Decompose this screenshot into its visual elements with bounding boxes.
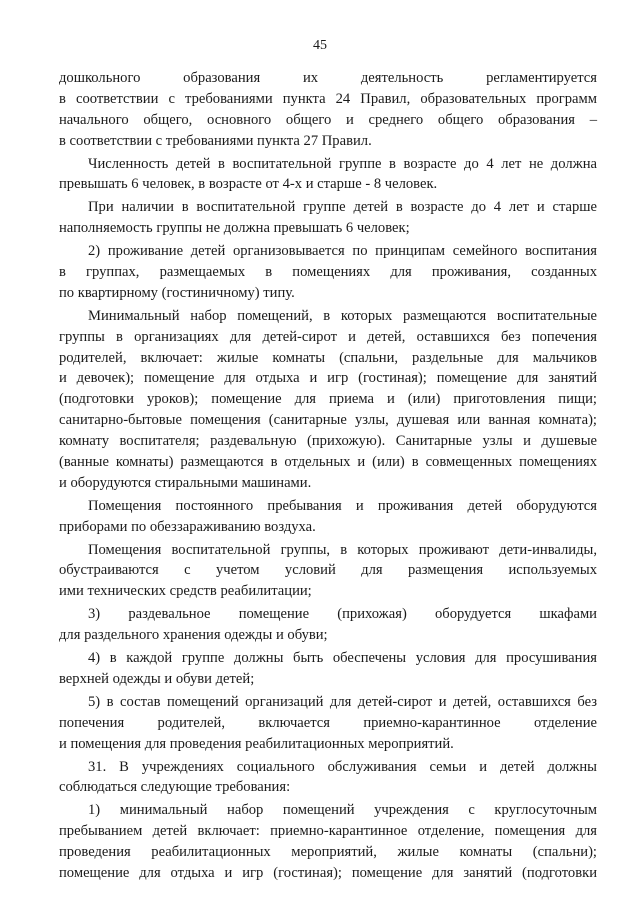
text-line: приборами по обеззараживанию воздуха.	[59, 518, 316, 535]
text-line: 2) проживание детей организовывается по принципам семейного воспитания	[88, 243, 597, 260]
text-line: и оборудуются стиральными машинами.	[59, 474, 312, 491]
text-line: верхней одежды и обуви детей;	[59, 670, 255, 687]
text-line: группы в организациях для детей-сирот и детей, оставшихся без попечения	[59, 328, 597, 345]
text-line: родителей, включает: жилые комнаты (спальни, раздельные для мальчиков	[59, 349, 597, 366]
text-line: наполняемость группы не должна превышать 6 человек;	[59, 220, 410, 237]
text-line: санитарно-бытовые помещения (санитарные узлы, душевая или ванная комната);	[59, 412, 597, 429]
document-body	[59, 68, 597, 884]
text-line: Помещения постоянного пребывания и проживания детей оборудуются	[88, 497, 597, 514]
text-line: помещение для отдыха и игр (гостиная); помещение для занятий (подготовки	[59, 864, 597, 881]
text-line: При наличии в воспитательной группе детей в возрасте до 4 лет и старше	[88, 199, 597, 216]
text-line: для раздельного хранения одежды и обуви;	[59, 627, 328, 644]
text-line: Численность детей в воспитательной группе в возрасте до 4 лет не должна	[88, 155, 597, 172]
text-line: и помещения для проведения реабилитационных мероприятий.	[59, 735, 454, 752]
text-line: 1) минимальный набор помещений учреждения с круглосуточным	[88, 802, 597, 819]
text-line: 4) в каждой группе должны быть обеспечены условия для просушивания	[88, 650, 597, 667]
text-line: попечения родителей, включается приемно-карантинное отделение	[59, 714, 597, 731]
text-line: 3) раздевальное помещение (прихожая) оборудуется шкафами	[88, 606, 597, 623]
text-line: комнату воспитателя; раздевальную (прихожую). Санитарные узлы и душевые	[59, 433, 597, 450]
text-line: обустраиваются с учетом условий для размещения используемых	[59, 562, 597, 579]
text-line: Минимальный набор помещений, в которых размещаются воспитательные	[88, 307, 597, 324]
text-line: (ванные комнаты) размещаются в отдельных и (или) в совмещенных помещениях	[59, 454, 597, 471]
text-line: начального общего, основного общего и среднего общего образования –	[59, 111, 597, 128]
text-line: пребыванием детей включает: приемно-карантинное отделение, помещения для	[59, 823, 597, 840]
text-line: ими технических средств реабилитации;	[59, 583, 312, 600]
text-line: (подготовки уроков); помещение для приема и (или) приготовления пищи;	[59, 391, 597, 408]
text-line: превышать 6 человек, в возрасте от 4-х и старше - 8 человек.	[59, 176, 438, 193]
page-number: 45	[313, 38, 327, 53]
text-line: дошкольного образования их деятельность регламентируется	[59, 70, 597, 86]
text-line: в соответствии с требованиями пункта 27 Правил.	[59, 132, 372, 149]
text-line: в соответствии с требованиями пункта 24 Правил, образовательных программ	[59, 90, 597, 107]
text-line: в группах, размещаемых в помещениях для проживания, созданных	[59, 264, 597, 281]
text-line: соблюдаться следующие требования:	[59, 779, 291, 796]
text-line: 31. В учреждениях социального обслуживания семьи и детей должны	[88, 758, 597, 775]
text-line: Помещения воспитательной группы, в которых проживают дети-инвалиды,	[88, 541, 597, 558]
text-line: и девочек); помещение для отдыха и игр (гостиная); помещение для занятий	[59, 370, 597, 387]
text-line: по квартирному (гостиничному) типу.	[59, 284, 295, 301]
text-line: 5) в состав помещений организаций для детей-сирот и детей, оставшихся без	[88, 693, 597, 710]
text-line: проведения реабилитационных мероприятий, жилые комнаты (спальни);	[59, 844, 597, 861]
